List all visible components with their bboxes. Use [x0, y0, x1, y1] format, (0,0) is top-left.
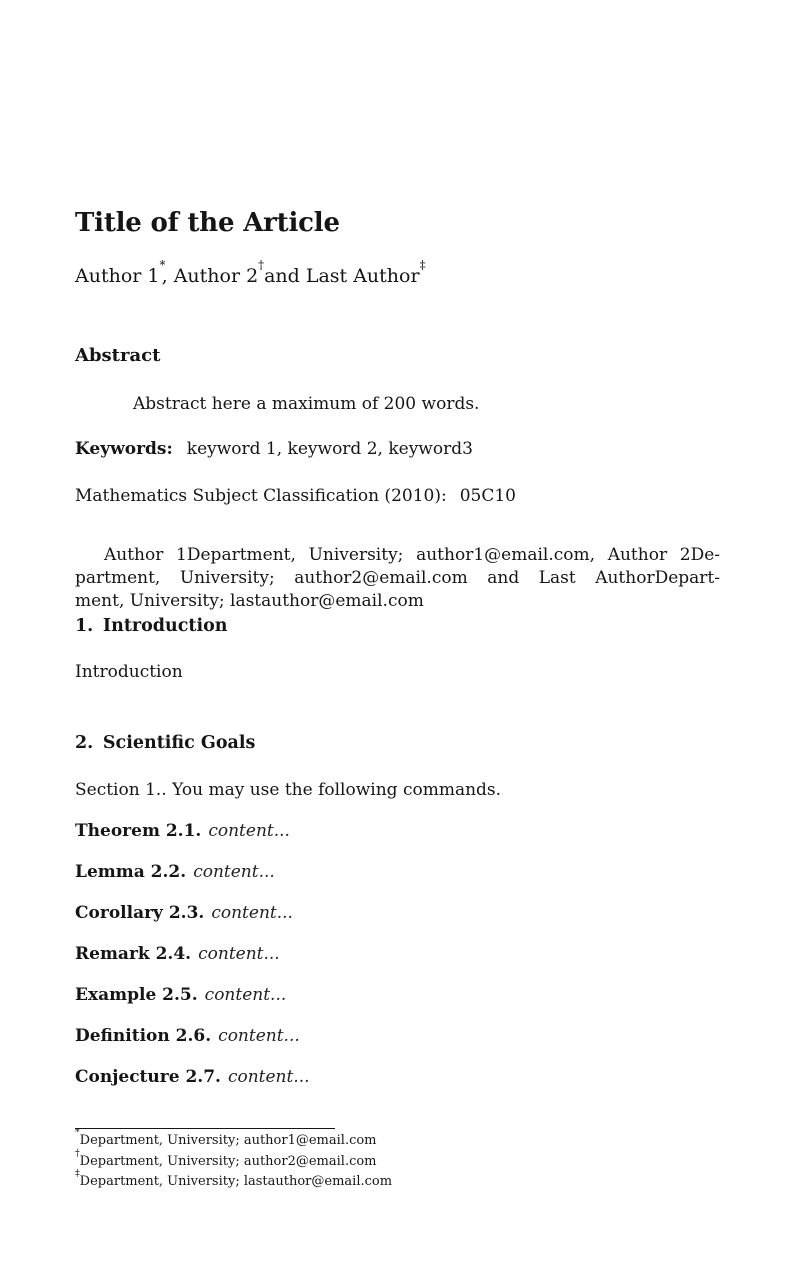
definition-content: content... — [218, 1026, 300, 1046]
example-label: Example 2.5. — [75, 985, 198, 1005]
affiliation-line: ment, University; lastauthor@email.com — [75, 591, 424, 611]
author-2-name: , Author 2 — [161, 265, 259, 287]
definition-label: Definition 2.6. — [75, 1026, 212, 1046]
footnote-3-mark: ‡ — [75, 1167, 80, 1179]
theorem-item — [75, 903, 720, 924]
footnote-2-text: Department, University; author2@email.com — [79, 1154, 377, 1169]
author-1-footnote-mark: * — [159, 257, 166, 272]
footnote — [75, 1126, 720, 1149]
msc-label: Mathematics Subject Classification (2010): — [75, 486, 447, 506]
corollary-label: Corollary 2.3. — [75, 903, 205, 923]
author-2-footnote-mark: † — [258, 257, 265, 272]
corollary-content: content... — [211, 903, 293, 923]
theorem-item — [75, 985, 720, 1006]
footnote-1-mark: * — [75, 1126, 80, 1138]
section-2-body: Section 1.. You may use the following commands. — [75, 780, 502, 800]
conjecture-content: content... — [227, 1067, 310, 1087]
author-line — [75, 257, 720, 289]
theorem-item — [75, 862, 720, 883]
section-1-number: 1. — [75, 616, 94, 636]
footnote-2-mark: † — [75, 1147, 80, 1159]
msc-line — [75, 486, 720, 507]
remark-content: content... — [198, 944, 280, 964]
footnote — [75, 1147, 720, 1170]
last-author-footnote-mark: ‡ — [419, 257, 426, 272]
theorem-item — [75, 821, 720, 842]
section-2-title: Scientific Goals — [102, 733, 256, 753]
theorem-label: Theorem 2.1. — [75, 821, 202, 841]
affiliation-line: Author 1Department, University; author1@email.com, Author 2De- — [104, 545, 720, 565]
footnote-3-text: Department, University; lastauthor@email.com — [79, 1174, 393, 1189]
article-title: Title of the Article — [75, 208, 340, 239]
section-1-body: Introduction — [75, 662, 183, 682]
footnote-rule — [75, 1128, 335, 1129]
conjecture-label: Conjecture 2.7. — [75, 1067, 221, 1087]
msc-value: 05C10 — [459, 486, 516, 506]
theorem-item — [75, 944, 720, 965]
section-1-title: Introduction — [102, 616, 228, 636]
footnote — [75, 1167, 720, 1190]
theorem-content: content... — [208, 821, 290, 841]
section-2-heading — [75, 733, 720, 755]
last-author-name: and Last Author — [264, 265, 420, 287]
remark-label: Remark 2.4. — [75, 944, 192, 964]
theorem-item — [75, 1026, 720, 1047]
author-1-name: Author 1 — [75, 265, 160, 287]
abstract-heading: Abstract — [75, 345, 161, 366]
affiliation-line: partment, University; author2@email.com and Last AuthorDepart- — [75, 568, 720, 588]
affiliation-paragraph — [75, 544, 720, 613]
section-1-heading — [75, 616, 720, 638]
keywords-value: keyword 1, keyword 2, keyword3 — [186, 439, 473, 459]
example-content: content... — [204, 985, 287, 1005]
keywords-line — [75, 439, 720, 460]
keywords-label: Keywords: — [75, 439, 173, 459]
section-2-number: 2. — [75, 733, 94, 753]
lemma-content: content... — [193, 862, 275, 882]
theorem-item — [75, 1067, 720, 1088]
lemma-label: Lemma 2.2. — [75, 862, 187, 882]
footnote-1-text: Department, University; author1@email.com — [79, 1133, 377, 1148]
abstract-text: Abstract here a maximum of 200 words. — [133, 394, 480, 414]
